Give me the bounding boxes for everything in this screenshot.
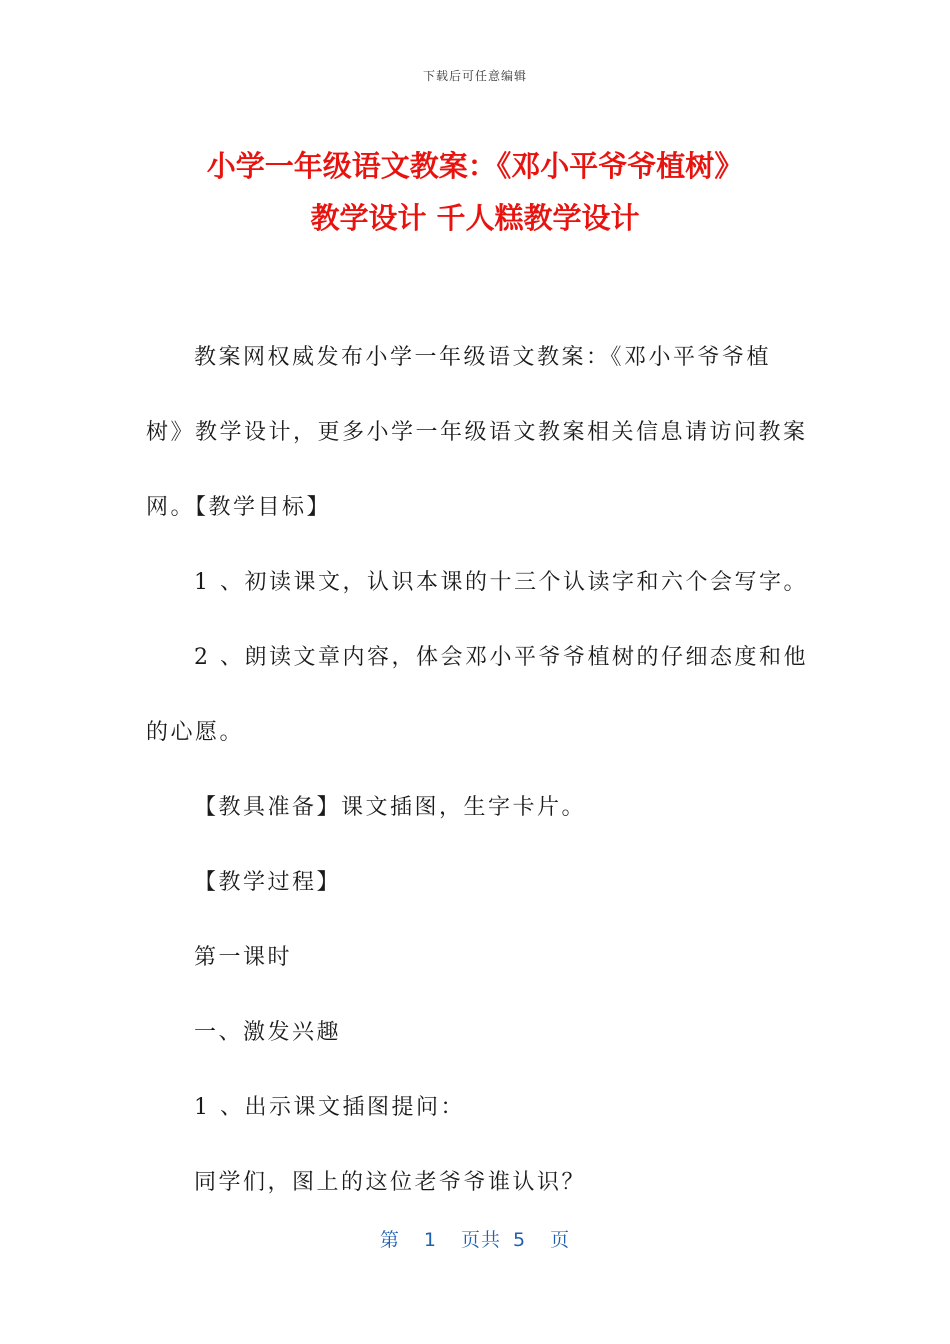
header-note: 下载后可任意编辑 xyxy=(422,69,527,83)
total-pages-number: 5 xyxy=(513,1229,527,1251)
paragraph-line: 1 、出示课文插图提问： xyxy=(194,1095,465,1120)
paragraph-line: 树》教学设计，更多小学一年级语文教案相关信息请访问教案 xyxy=(146,420,808,445)
paragraph-line: 【教学过程】 xyxy=(194,870,342,895)
current-page-number: 1 xyxy=(423,1229,437,1251)
page-label-mid: 页共 xyxy=(460,1229,501,1251)
page-label-suffix: 页 xyxy=(550,1229,571,1251)
title-line-1: 小学一年级语文教案：《邓小平爷爷植树》 xyxy=(206,149,744,183)
paragraph-line: 的心愿。 xyxy=(146,720,245,745)
document-body xyxy=(146,320,808,1220)
paragraph-line: 教案网权威发布小学一年级语文教案：《邓小平爷爷植 xyxy=(194,345,772,370)
title-line-2: 教学设计 千人糕教学设计 xyxy=(310,201,640,235)
page-number-footer xyxy=(0,1225,950,1252)
paragraph-line: 2 、朗读文章内容，体会邓小平爷爷植树的仔细态度和他 xyxy=(194,645,808,670)
paragraph-line: 第一课时 xyxy=(194,945,293,970)
paragraph-line: 一、激发兴趣 xyxy=(194,1020,342,1045)
paragraph-line: 【教具准备】课文插图，生字卡片。 xyxy=(194,795,587,820)
page-label-prefix: 第 xyxy=(379,1229,400,1251)
paragraph-line: 网。【教学目标】 xyxy=(146,495,332,520)
paragraph-line: 1 、初读课文，认识本课的十三个认读字和六个会写字。 xyxy=(194,570,808,595)
document-title xyxy=(60,140,890,244)
paragraph-line: 同学们，图上的这位老爷爷谁认识？ xyxy=(194,1170,587,1195)
